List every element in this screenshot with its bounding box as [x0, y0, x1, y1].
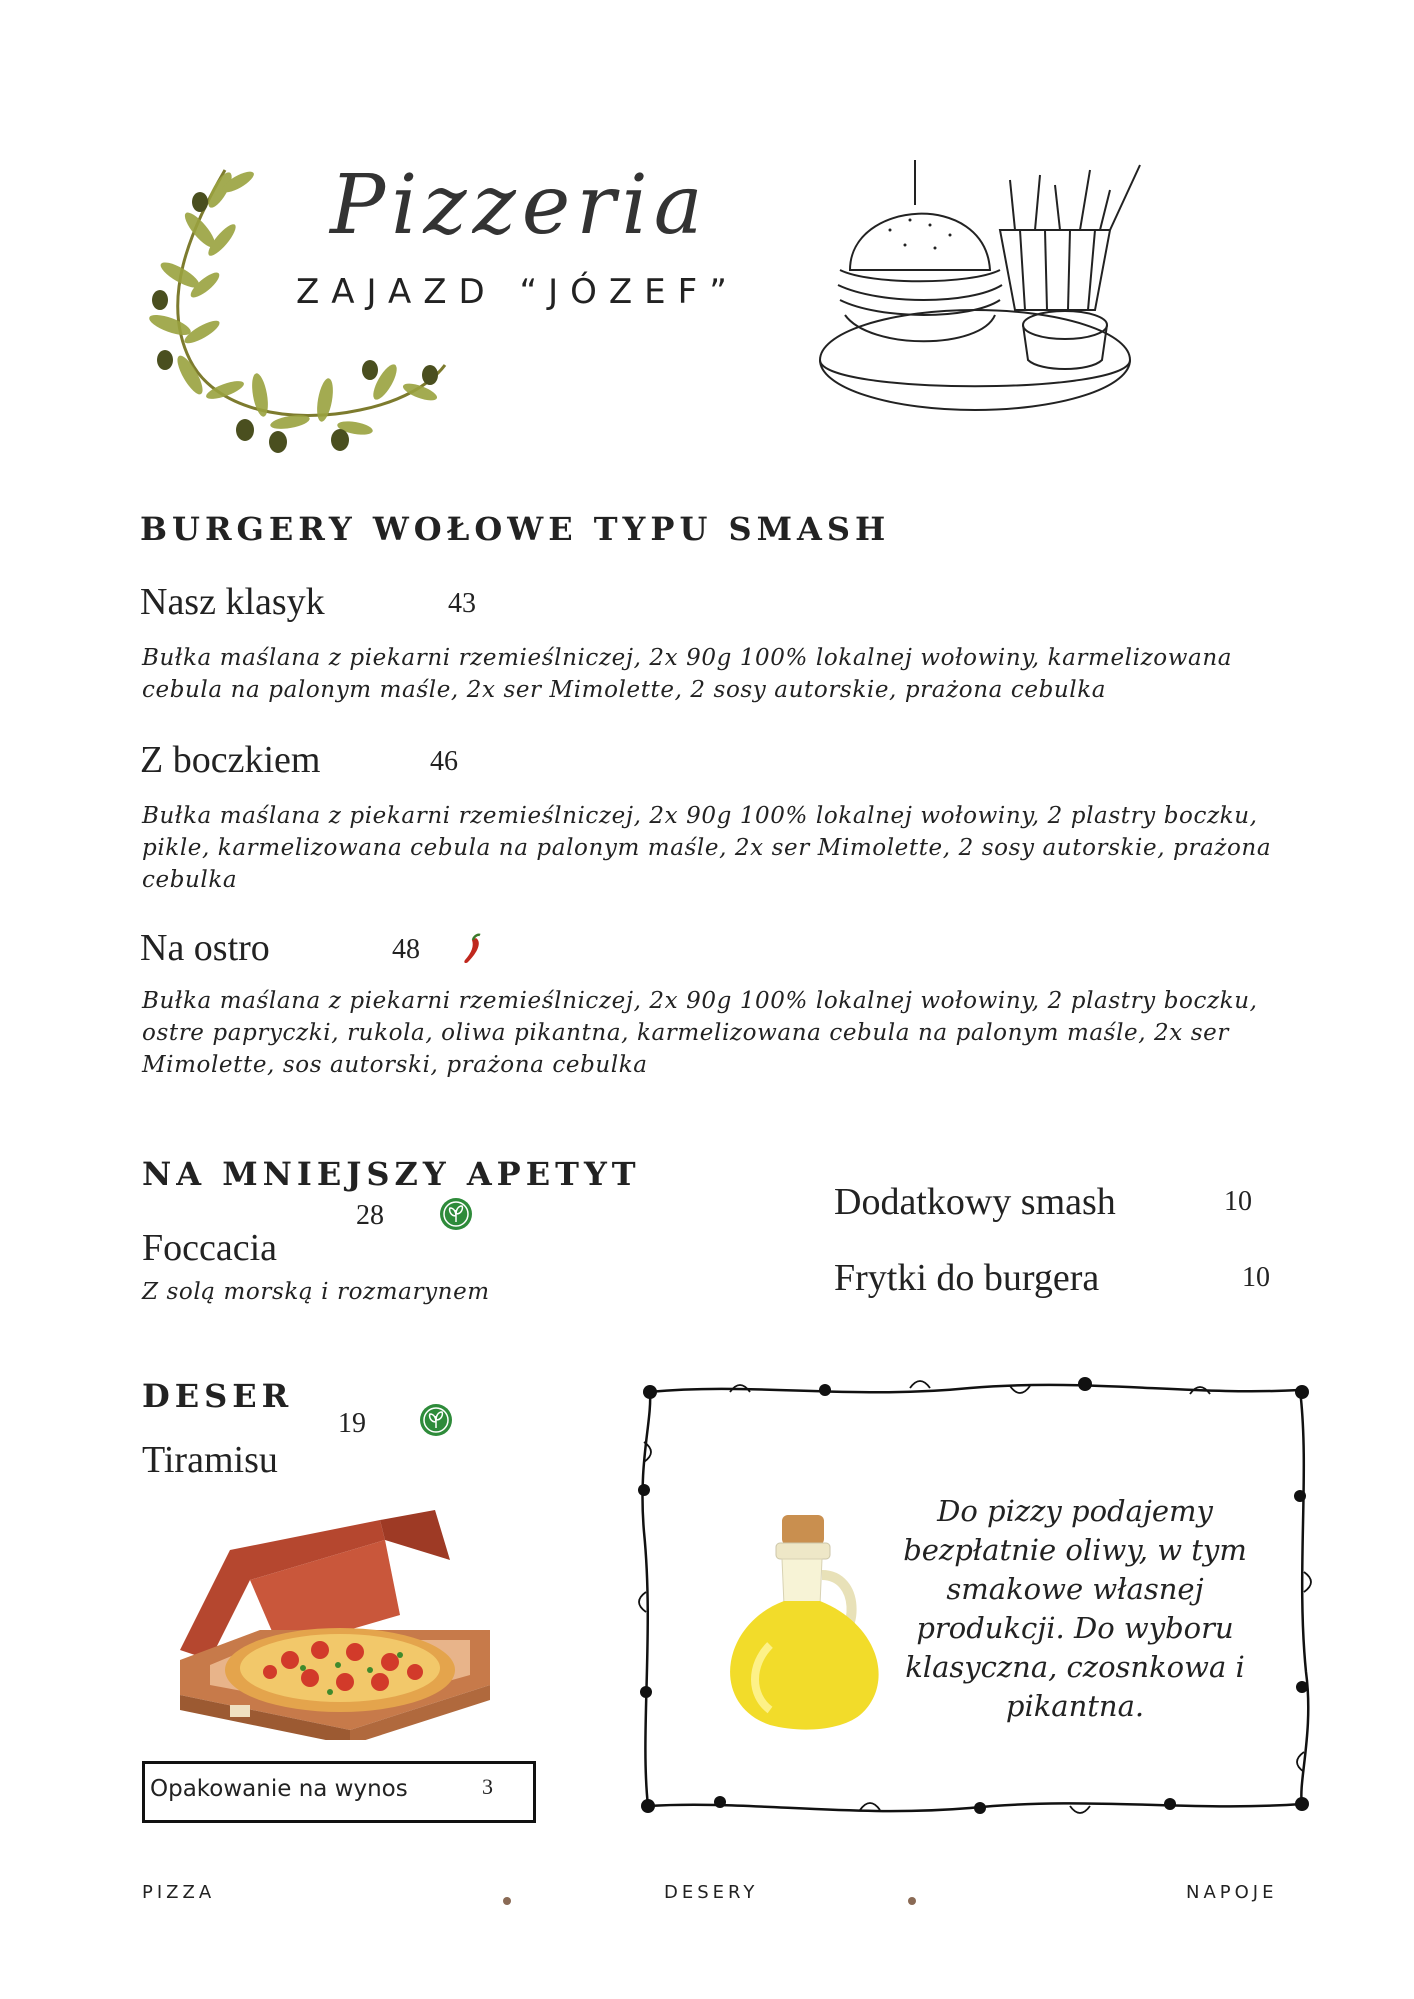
brand-script-title: Pizzeria [330, 158, 709, 253]
menu-item-price: 48 [392, 934, 420, 965]
vegetarian-leaf-icon [418, 1402, 454, 1438]
menu-item-name: Dodatkowy smash [834, 1181, 1116, 1223]
menu-item-description: Z solą morską i rozmarynem [142, 1279, 490, 1305]
menu-item-name: Tiramisu [142, 1439, 278, 1481]
menu-item-price: 46 [430, 746, 458, 777]
section-title-small-appetite: NA MNIEJSZY APETYT [142, 1155, 641, 1193]
takeaway-label: Opakowanie na wynos [150, 1776, 408, 1802]
burger-and-fries-illustration [810, 160, 1150, 420]
menu-item-price: 19 [338, 1408, 366, 1439]
takeaway-price: 3 [482, 1774, 493, 1799]
oil-note-text: Do pizzy podajemy bezpłatnie oliwy, w tym smakowe własnej produkcji. Do wyboru klasyczna, czosnkowa i pikantna. [903, 1494, 1247, 1723]
menu-item-name: Na ostro [140, 927, 270, 969]
pizza-box-illustration [170, 1500, 500, 1740]
olive-oil-bottle-illustration [710, 1505, 890, 1735]
menu-item-name: Nasz klasyk [140, 581, 325, 623]
vegetarian-leaf-icon [438, 1196, 474, 1232]
menu-item-price: 10 [1224, 1186, 1252, 1217]
footer-link-pizza[interactable]: PIZZA [142, 1882, 216, 1903]
chili-pepper-icon [458, 932, 488, 966]
footer-separator-dot [503, 1897, 511, 1905]
footer-link-desery[interactable]: DESERY [664, 1882, 759, 1903]
menu-item-price: 10 [1242, 1262, 1270, 1293]
section-title-dessert: DESER [142, 1377, 294, 1415]
menu-item-name: Z boczkiem [140, 739, 321, 781]
menu-item-price: 28 [356, 1200, 384, 1231]
menu-item-description: Bułka maślana z piekarni rzemieślniczej, 2x 90g 100% lokalnej wołowiny, 2 plastry boczku, pikle, karmelizowana cebula na palonym maśle, 2x ser Mimolette, 2 sosy autorskie, prażona cebulka [142, 803, 1272, 893]
menu-item-description: Bułka maślana z piekarni rzemieślniczej, 2x 90g 100% lokalnej wołowiny, 2 plastry boczku, ostre papryczki, rukola, oliwa pikantna, karmelizowana cebula na palonym maśle, 2x ser Mimolette, sos autorski, prażona cebulka [142, 988, 1258, 1078]
menu-item-name: Frytki do burgera [834, 1257, 1100, 1299]
section-title-burgers: BURGERY WOŁOWE TYPU SMASH [140, 510, 891, 548]
footer-separator-dot [908, 1897, 916, 1905]
menu-item-name: Foccacia [142, 1227, 278, 1269]
menu-item-description: Bułka maślana z piekarni rzemieślniczej, 2x 90g 100% lokalnej wołowiny, karmelizowana cebula na palonym maśle, 2x ser Mimolette, 2 sosy autorskie, prażona cebulka [142, 645, 1233, 703]
menu-item-price: 43 [448, 588, 476, 619]
footer-link-napoje[interactable]: NAPOJE [1186, 1882, 1278, 1903]
brand-name: ZAJAZD “JÓZEF” [296, 272, 739, 312]
